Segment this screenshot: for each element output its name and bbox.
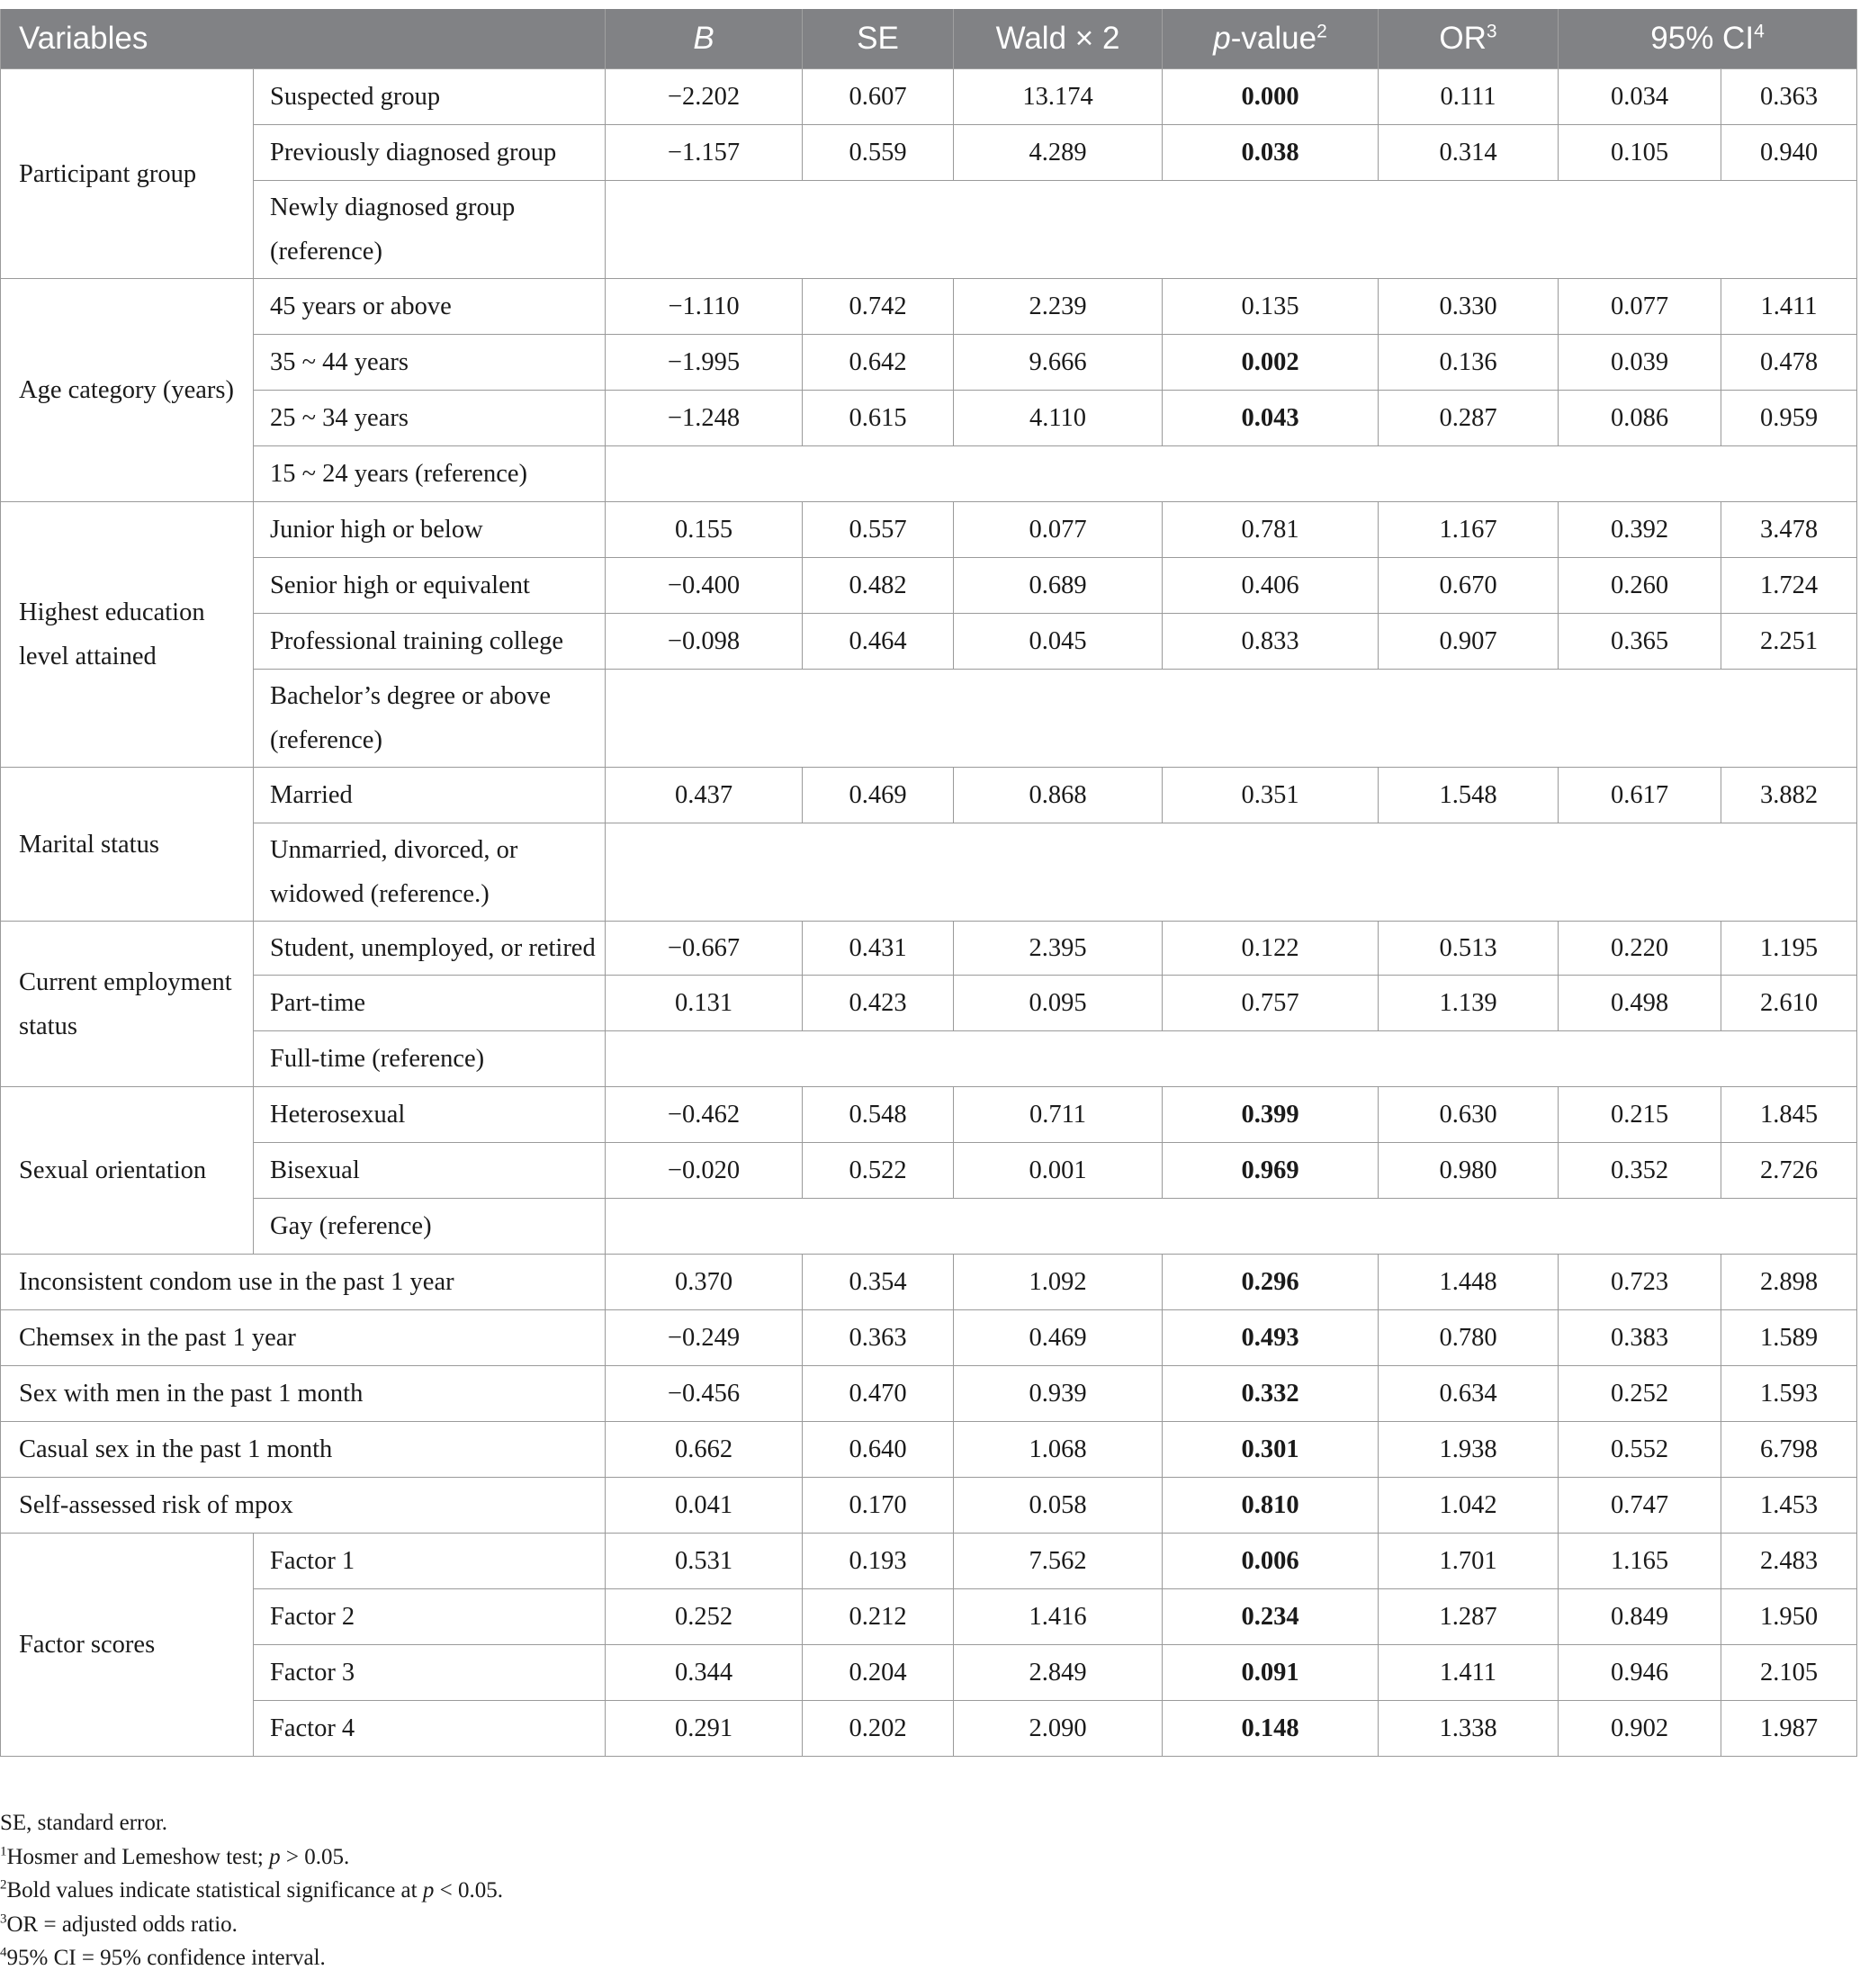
wald-value: 0.045 <box>954 614 1163 670</box>
se-value: 0.642 <box>803 335 954 391</box>
variable-label: Inconsistent condom use in the past 1 year <box>1 1255 606 1310</box>
wald-value: 7.562 <box>954 1534 1163 1589</box>
category-label: Unmarried, divorced, or widowed (reference.) <box>254 823 606 922</box>
p-value: 0.002 <box>1163 335 1379 391</box>
or-value: 1.338 <box>1379 1701 1559 1757</box>
category-label: 45 years or above <box>254 279 606 335</box>
table-row <box>1 69 1857 125</box>
b-value: −1.157 <box>606 125 803 181</box>
se-value: 0.464 <box>803 614 954 670</box>
group-label: Participant group <box>1 69 254 279</box>
header-p-value: p-value$^2$ <box>1163 9 1379 69</box>
ci-upper: 2.483 <box>1721 1534 1857 1589</box>
category-label: Married <box>254 768 606 823</box>
p-value: 0.148 <box>1163 1701 1379 1757</box>
header-se: SE <box>803 9 954 69</box>
p-value: 0.833 <box>1163 614 1379 670</box>
p-value: 0.406 <box>1163 558 1379 614</box>
ci-upper: 1.453 <box>1721 1478 1857 1534</box>
b-value: 0.155 <box>606 502 803 558</box>
wald-value: 2.395 <box>954 922 1163 976</box>
se-value: 0.469 <box>803 768 954 823</box>
wald-value: 4.289 <box>954 125 1163 181</box>
ci-lower: 0.215 <box>1559 1087 1721 1143</box>
ci-upper: 2.610 <box>1721 976 1857 1031</box>
p-value: 0.757 <box>1163 976 1379 1031</box>
se-value: 0.607 <box>803 69 954 125</box>
se-value: 0.202 <box>803 1701 954 1757</box>
ci-upper: 2.726 <box>1721 1143 1857 1199</box>
se-value: 0.548 <box>803 1087 954 1143</box>
regression-table-container <box>0 9 1856 1757</box>
variable-label: Self-assessed risk of mpox <box>1 1478 606 1534</box>
ci-lower: 0.723 <box>1559 1255 1721 1310</box>
or-value: 0.980 <box>1379 1143 1559 1199</box>
ci-upper: 0.959 <box>1721 391 1857 446</box>
ci-upper: 1.724 <box>1721 558 1857 614</box>
or-value: 0.314 <box>1379 125 1559 181</box>
variable-label: Casual sex in the past 1 month <box>1 1422 606 1478</box>
table-row <box>1 1255 1857 1310</box>
b-value: 0.041 <box>606 1478 803 1534</box>
ci-upper: 1.950 <box>1721 1589 1857 1645</box>
ci-lower: 0.352 <box>1559 1143 1721 1199</box>
ci-lower: 0.552 <box>1559 1422 1721 1478</box>
ci-upper: 3.478 <box>1721 502 1857 558</box>
or-value: 1.167 <box>1379 502 1559 558</box>
table-row <box>1 1422 1857 1478</box>
reference-empty-cell <box>606 823 1857 922</box>
category-label: Previously diagnosed group <box>254 125 606 181</box>
p-value: 0.351 <box>1163 768 1379 823</box>
wald-value: 2.849 <box>954 1645 1163 1701</box>
b-value: −0.400 <box>606 558 803 614</box>
b-value: −0.020 <box>606 1143 803 1199</box>
b-value: 0.344 <box>606 1645 803 1701</box>
ci-upper: 0.363 <box>1721 69 1857 125</box>
table-row <box>1 823 1857 922</box>
b-value: −1.248 <box>606 391 803 446</box>
wald-value: 2.090 <box>954 1701 1163 1757</box>
se-value: 0.557 <box>803 502 954 558</box>
variable-label: Sex with men in the past 1 month <box>1 1366 606 1422</box>
wald-value: 0.868 <box>954 768 1163 823</box>
ci-lower: 0.365 <box>1559 614 1721 670</box>
or-value: 0.513 <box>1379 922 1559 976</box>
category-label: Full-time (reference) <box>254 1031 606 1087</box>
p-value: 0.781 <box>1163 502 1379 558</box>
b-value: 0.291 <box>606 1701 803 1757</box>
or-value: 1.448 <box>1379 1255 1559 1310</box>
ci-lower: 0.260 <box>1559 558 1721 614</box>
se-value: 0.742 <box>803 279 954 335</box>
ci-upper: 3.882 <box>1721 768 1857 823</box>
table-body <box>1 69 1857 1757</box>
ci-upper: 6.798 <box>1721 1422 1857 1478</box>
table-row <box>1 558 1857 614</box>
category-label: Suspected group <box>254 69 606 125</box>
ci-lower: 0.498 <box>1559 976 1721 1031</box>
se-value: 0.470 <box>803 1366 954 1422</box>
header-row <box>1 9 1857 69</box>
ci-upper: 1.411 <box>1721 279 1857 335</box>
header-b: B <box>606 9 803 69</box>
ci-lower: 0.392 <box>1559 502 1721 558</box>
b-value: −1.995 <box>606 335 803 391</box>
table-row <box>1 1199 1857 1255</box>
wald-value: 0.058 <box>954 1478 1163 1534</box>
p-value: 0.810 <box>1163 1478 1379 1534</box>
se-value: 0.212 <box>803 1589 954 1645</box>
wald-value: 0.001 <box>954 1143 1163 1199</box>
ci-lower: 0.086 <box>1559 391 1721 446</box>
wald-value: 1.092 <box>954 1255 1163 1310</box>
category-label: Gay (reference) <box>254 1199 606 1255</box>
p-value: 0.399 <box>1163 1087 1379 1143</box>
category-label: Professional training college <box>254 614 606 670</box>
se-value: 0.559 <box>803 125 954 181</box>
category-label: Heterosexual <box>254 1087 606 1143</box>
ci-upper: 1.593 <box>1721 1366 1857 1422</box>
group-label: Age category (years) <box>1 279 254 502</box>
footnote-2: $^2$Bold values indicate statistical significance at p < 0.05. <box>0 1877 503 1903</box>
table-row <box>1 279 1857 335</box>
ci-upper: 1.589 <box>1721 1310 1857 1366</box>
table-row <box>1 614 1857 670</box>
table-row <box>1 1478 1857 1534</box>
reference-empty-cell <box>606 670 1857 768</box>
category-label: 25 ~ 34 years <box>254 391 606 446</box>
category-label: Factor 2 <box>254 1589 606 1645</box>
ci-upper: 2.898 <box>1721 1255 1857 1310</box>
p-value: 0.043 <box>1163 391 1379 446</box>
or-value: 0.670 <box>1379 558 1559 614</box>
or-value: 1.411 <box>1379 1645 1559 1701</box>
p-value: 0.969 <box>1163 1143 1379 1199</box>
b-value: 0.662 <box>606 1422 803 1478</box>
ci-upper: 1.845 <box>1721 1087 1857 1143</box>
se-value: 0.615 <box>803 391 954 446</box>
ci-lower: 0.220 <box>1559 922 1721 976</box>
se-value: 0.431 <box>803 922 954 976</box>
ci-upper: 1.195 <box>1721 922 1857 976</box>
group-label: Factor scores <box>1 1534 254 1757</box>
ci-upper: 1.987 <box>1721 1701 1857 1757</box>
se-value: 0.482 <box>803 558 954 614</box>
or-value: 0.111 <box>1379 69 1559 125</box>
ci-lower: 0.747 <box>1559 1478 1721 1534</box>
p-value: 0.122 <box>1163 922 1379 976</box>
reference-empty-cell <box>606 1199 1857 1255</box>
category-label: Factor 1 <box>254 1534 606 1589</box>
se-value: 0.204 <box>803 1645 954 1701</box>
category-label: Factor 4 <box>254 1701 606 1757</box>
b-value: −0.456 <box>606 1366 803 1422</box>
ci-lower: 0.902 <box>1559 1701 1721 1757</box>
b-value: 0.531 <box>606 1534 803 1589</box>
or-value: 1.548 <box>1379 768 1559 823</box>
reference-empty-cell <box>606 181 1857 279</box>
p-value: 0.234 <box>1163 1589 1379 1645</box>
ci-upper: 2.251 <box>1721 614 1857 670</box>
or-value: 1.042 <box>1379 1478 1559 1534</box>
category-label: Senior high or equivalent <box>254 558 606 614</box>
p-value: 0.038 <box>1163 125 1379 181</box>
table-row <box>1 1143 1857 1199</box>
footnote-se: SE, standard error. <box>0 1811 168 1835</box>
category-label: Factor 3 <box>254 1645 606 1701</box>
p-value: 0.135 <box>1163 279 1379 335</box>
or-value: 0.907 <box>1379 614 1559 670</box>
b-value: −1.110 <box>606 279 803 335</box>
table-row <box>1 1645 1857 1701</box>
b-value: 0.370 <box>606 1255 803 1310</box>
b-value: 0.252 <box>606 1589 803 1645</box>
footnote-1: $^1$Hosmer and Lemeshow test; p > 0.05. <box>0 1844 350 1869</box>
ci-lower: 0.039 <box>1559 335 1721 391</box>
ci-lower: 0.946 <box>1559 1645 1721 1701</box>
footnote-3: $^3$OR = adjusted odds ratio. <box>0 1912 238 1937</box>
wald-value: 1.068 <box>954 1422 1163 1478</box>
category-label: Bachelor’s degree or above (reference) <box>254 670 606 768</box>
table-row <box>1 1701 1857 1757</box>
table-row <box>1 922 1857 976</box>
wald-value: 0.095 <box>954 976 1163 1031</box>
ci-upper: 0.940 <box>1721 125 1857 181</box>
reference-empty-cell <box>606 1031 1857 1087</box>
ci-upper: 0.478 <box>1721 335 1857 391</box>
wald-value: 0.689 <box>954 558 1163 614</box>
wald-value: 13.174 <box>954 69 1163 125</box>
table-row <box>1 768 1857 823</box>
group-label: Highest education level attained <box>1 502 254 768</box>
table-row <box>1 1366 1857 1422</box>
ci-lower: 0.617 <box>1559 768 1721 823</box>
table-row <box>1 181 1857 279</box>
table-row <box>1 125 1857 181</box>
header-ci: 95% $CI^4$ <box>1559 9 1857 69</box>
category-label: Student, unemployed, or retired <box>254 922 606 976</box>
b-value: −0.462 <box>606 1087 803 1143</box>
b-value: 0.437 <box>606 768 803 823</box>
category-label: Bisexual <box>254 1143 606 1199</box>
group-label: Current employment status <box>1 922 254 1087</box>
wald-value: 0.939 <box>954 1366 1163 1422</box>
reference-empty-cell <box>606 446 1857 502</box>
variable-label: Chemsex in the past 1 year <box>1 1310 606 1366</box>
p-value: 0.296 <box>1163 1255 1379 1310</box>
b-value: −2.202 <box>606 69 803 125</box>
p-value: 0.301 <box>1163 1422 1379 1478</box>
table-row <box>1 391 1857 446</box>
table-row <box>1 446 1857 502</box>
se-value: 0.170 <box>803 1478 954 1534</box>
or-value: 1.287 <box>1379 1589 1559 1645</box>
se-value: 0.640 <box>803 1422 954 1478</box>
group-label: Sexual orientation <box>1 1087 254 1255</box>
or-value: 1.938 <box>1379 1422 1559 1478</box>
se-value: 0.193 <box>803 1534 954 1589</box>
b-value: 0.131 <box>606 976 803 1031</box>
wald-value: 9.666 <box>954 335 1163 391</box>
p-value: 0.493 <box>1163 1310 1379 1366</box>
category-label: 15 ~ 24 years (reference) <box>254 446 606 502</box>
table-footnotes <box>0 1806 503 1975</box>
ci-lower: 0.383 <box>1559 1310 1721 1366</box>
ci-lower: 0.077 <box>1559 279 1721 335</box>
table-row <box>1 1031 1857 1087</box>
category-label: 35 ~ 44 years <box>254 335 606 391</box>
or-value: 0.780 <box>1379 1310 1559 1366</box>
ci-lower: 0.252 <box>1559 1366 1721 1422</box>
b-value: −0.098 <box>606 614 803 670</box>
category-label: Newly diagnosed group (reference) <box>254 181 606 279</box>
header-variables: Variables <box>1 9 606 69</box>
wald-value: 2.239 <box>954 279 1163 335</box>
table-row <box>1 502 1857 558</box>
b-value: −0.667 <box>606 922 803 976</box>
se-value: 0.522 <box>803 1143 954 1199</box>
or-value: 1.701 <box>1379 1534 1559 1589</box>
table-row <box>1 670 1857 768</box>
category-label: Junior high or below <box>254 502 606 558</box>
or-value: 0.634 <box>1379 1366 1559 1422</box>
ci-lower: 0.105 <box>1559 125 1721 181</box>
table-row <box>1 335 1857 391</box>
or-value: 0.136 <box>1379 335 1559 391</box>
table-row <box>1 1310 1857 1366</box>
wald-value: 4.110 <box>954 391 1163 446</box>
or-value: 0.287 <box>1379 391 1559 446</box>
ci-upper: 2.105 <box>1721 1645 1857 1701</box>
se-value: 0.423 <box>803 976 954 1031</box>
p-value: 0.000 <box>1163 69 1379 125</box>
header-or: $OR^3$ <box>1379 9 1559 69</box>
p-value: 0.332 <box>1163 1366 1379 1422</box>
ci-lower: 1.165 <box>1559 1534 1721 1589</box>
table-row <box>1 1589 1857 1645</box>
wald-value: 0.469 <box>954 1310 1163 1366</box>
group-label: Marital status <box>1 768 254 922</box>
ci-lower: 0.034 <box>1559 69 1721 125</box>
footnote-4: $^4$95% CI = 95% confidence interval. <box>0 1945 326 1970</box>
wald-value: 0.077 <box>954 502 1163 558</box>
se-value: 0.354 <box>803 1255 954 1310</box>
table-row <box>1 1087 1857 1143</box>
p-value: 0.091 <box>1163 1645 1379 1701</box>
wald-value: 1.416 <box>954 1589 1163 1645</box>
regression-table <box>0 9 1857 1757</box>
category-label: Part-time <box>254 976 606 1031</box>
or-value: 1.139 <box>1379 976 1559 1031</box>
header-wald: Wald × 2 <box>954 9 1163 69</box>
table-row <box>1 1534 1857 1589</box>
ci-lower: 0.849 <box>1559 1589 1721 1645</box>
table-row <box>1 976 1857 1031</box>
or-value: 0.630 <box>1379 1087 1559 1143</box>
or-value: 0.330 <box>1379 279 1559 335</box>
wald-value: 0.711 <box>954 1087 1163 1143</box>
p-value: 0.006 <box>1163 1534 1379 1589</box>
b-value: −0.249 <box>606 1310 803 1366</box>
se-value: 0.363 <box>803 1310 954 1366</box>
